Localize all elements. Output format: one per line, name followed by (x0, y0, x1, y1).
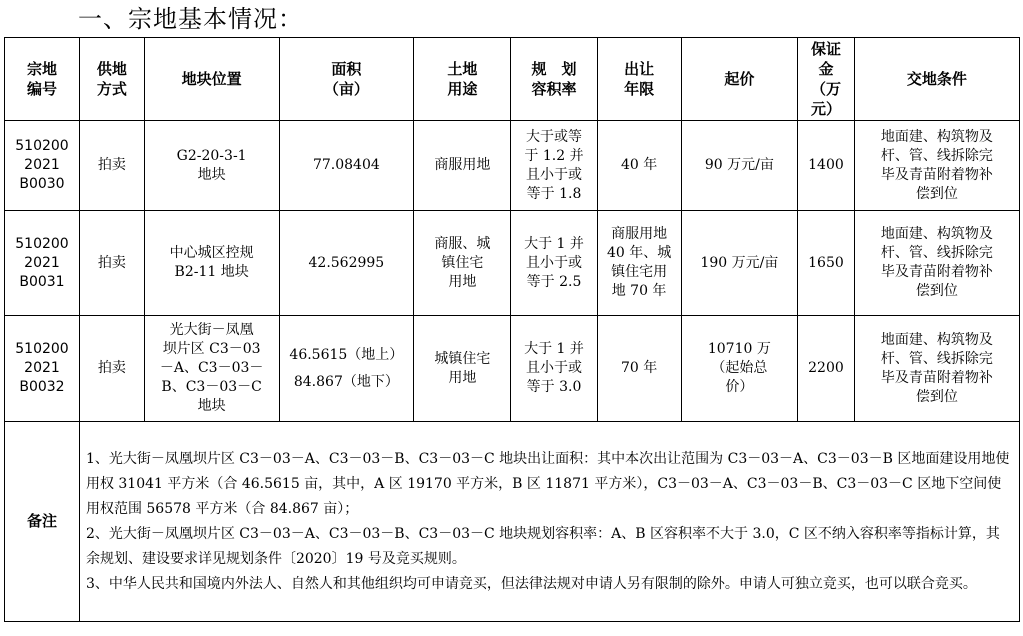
header-delivery: 交地条件 (854, 38, 1019, 121)
starting-price: 10710 万 （起始总 价） (681, 316, 797, 422)
parcel-no: 510200 2021 B0032 (5, 316, 80, 422)
land-use: 商服、城 镇住宅 用地 (414, 211, 511, 316)
starting-price: 90 万元/亩 (681, 121, 797, 211)
land-use: 商服用地 (414, 121, 511, 211)
notes-row (5, 422, 1020, 622)
note-item-2: 2、光大街－凤凰坝片区 C3－03－A、C3－03－B、C3－03－C 地块规划容积率：A、B 区容积率不大于 3.0，C 区不纳入容积率等指标计算，其余规划、建设要求详见规划条件〔2020〕19 号及竞买规则。 (85, 525, 1000, 567)
delivery-conditions: 地面建、构筑物及 杆、管、线拆除完 毕及青苗附着物补 偿到位 (854, 316, 1019, 422)
plot-ratio: 大于或等 于 1.2 并 且小于或 等于 1.8 (511, 121, 597, 211)
table-row (5, 316, 1020, 422)
header-location: 地块位置 (144, 38, 279, 121)
deposit: 1650 (798, 211, 855, 316)
table-row (5, 121, 1020, 211)
note-item-1: 1、光大街－凤凰坝片区 C3－03－A、C3－03－B、C3－03－C 地块出让面积：其中本次出让范围为 C3－03－A、C3－03－B 区地面建设用地使用权 31041 平方米（合 46.5615 亩，其中，A 区 19170 平方米，B 区 11871 平方米），C3－03－A、C3－03－B、C3－03－C 区地下空间使用权范围 56578 平方米（合 84.867 亩）； (85, 450, 1010, 517)
notes-body (79, 422, 1019, 622)
parcel-no: 510200 2021 B0030 (5, 121, 80, 211)
deposit: 2200 (798, 316, 855, 422)
delivery-conditions: 地面建、构筑物及 杆、管、线拆除完 毕及青苗附着物补 偿到位 (854, 121, 1019, 211)
land-parcel-table (4, 37, 1020, 622)
location: 光大街－凤凰 坝片区 C3－03 －A、C3－03－ B、C3－03－C 地块 (144, 316, 279, 422)
location: 中心城区控规 B2-11 地块 (144, 211, 279, 316)
header-lease-term: 出让 年限 (597, 38, 681, 121)
lease-term: 商服用地 40 年、城 镇住宅用 地 70 年 (597, 211, 681, 316)
header-supply-method: 供地 方式 (79, 38, 144, 121)
plot-ratio: 大于 1 并 且小于或 等于 3.0 (511, 316, 597, 422)
area: 77.08404 (279, 121, 414, 211)
header-starting-price: 起价 (681, 38, 797, 121)
land-use: 城镇住宅 用地 (414, 316, 511, 422)
lease-term: 70 年 (597, 316, 681, 422)
header-land-use: 土地 用途 (414, 38, 511, 121)
supply-method: 拍卖 (79, 316, 144, 422)
area: 46.5615（地上） 84.867（地下） (279, 316, 414, 422)
note-item-3: 3、中华人民共和国境内外法人、自然人和其他组织均可申请竞买，但法律法规对申请人另有限制的除外。申请人可独立竞买，也可以联合竞买。 (85, 575, 977, 592)
notes-label: 备注 (5, 422, 80, 622)
starting-price: 190 万元/亩 (681, 211, 797, 316)
header-parcel-no: 宗地 编号 (5, 38, 80, 121)
section-title: 一、宗地基本情况： (78, 5, 303, 33)
deposit: 1400 (798, 121, 855, 211)
area: 42.562995 (279, 211, 414, 316)
delivery-conditions: 地面建、构筑物及 杆、管、线拆除完 毕及青苗附着物补 偿到位 (854, 211, 1019, 316)
supply-method: 拍卖 (79, 121, 144, 211)
header-row (5, 38, 1020, 121)
table-row (5, 211, 1020, 316)
plot-ratio: 大于 1 并 且小于或 等于 2.5 (511, 211, 597, 316)
parcel-no: 510200 2021 B0031 (5, 211, 80, 316)
location: G2-20-3-1 地块 (144, 121, 279, 211)
header-deposit: 保证 金 （万 元） (798, 38, 855, 121)
lease-term: 40 年 (597, 121, 681, 211)
supply-method: 拍卖 (79, 211, 144, 316)
header-area: 面积 （亩） (279, 38, 414, 121)
header-plot-ratio: 规 划 容积率 (511, 38, 597, 121)
